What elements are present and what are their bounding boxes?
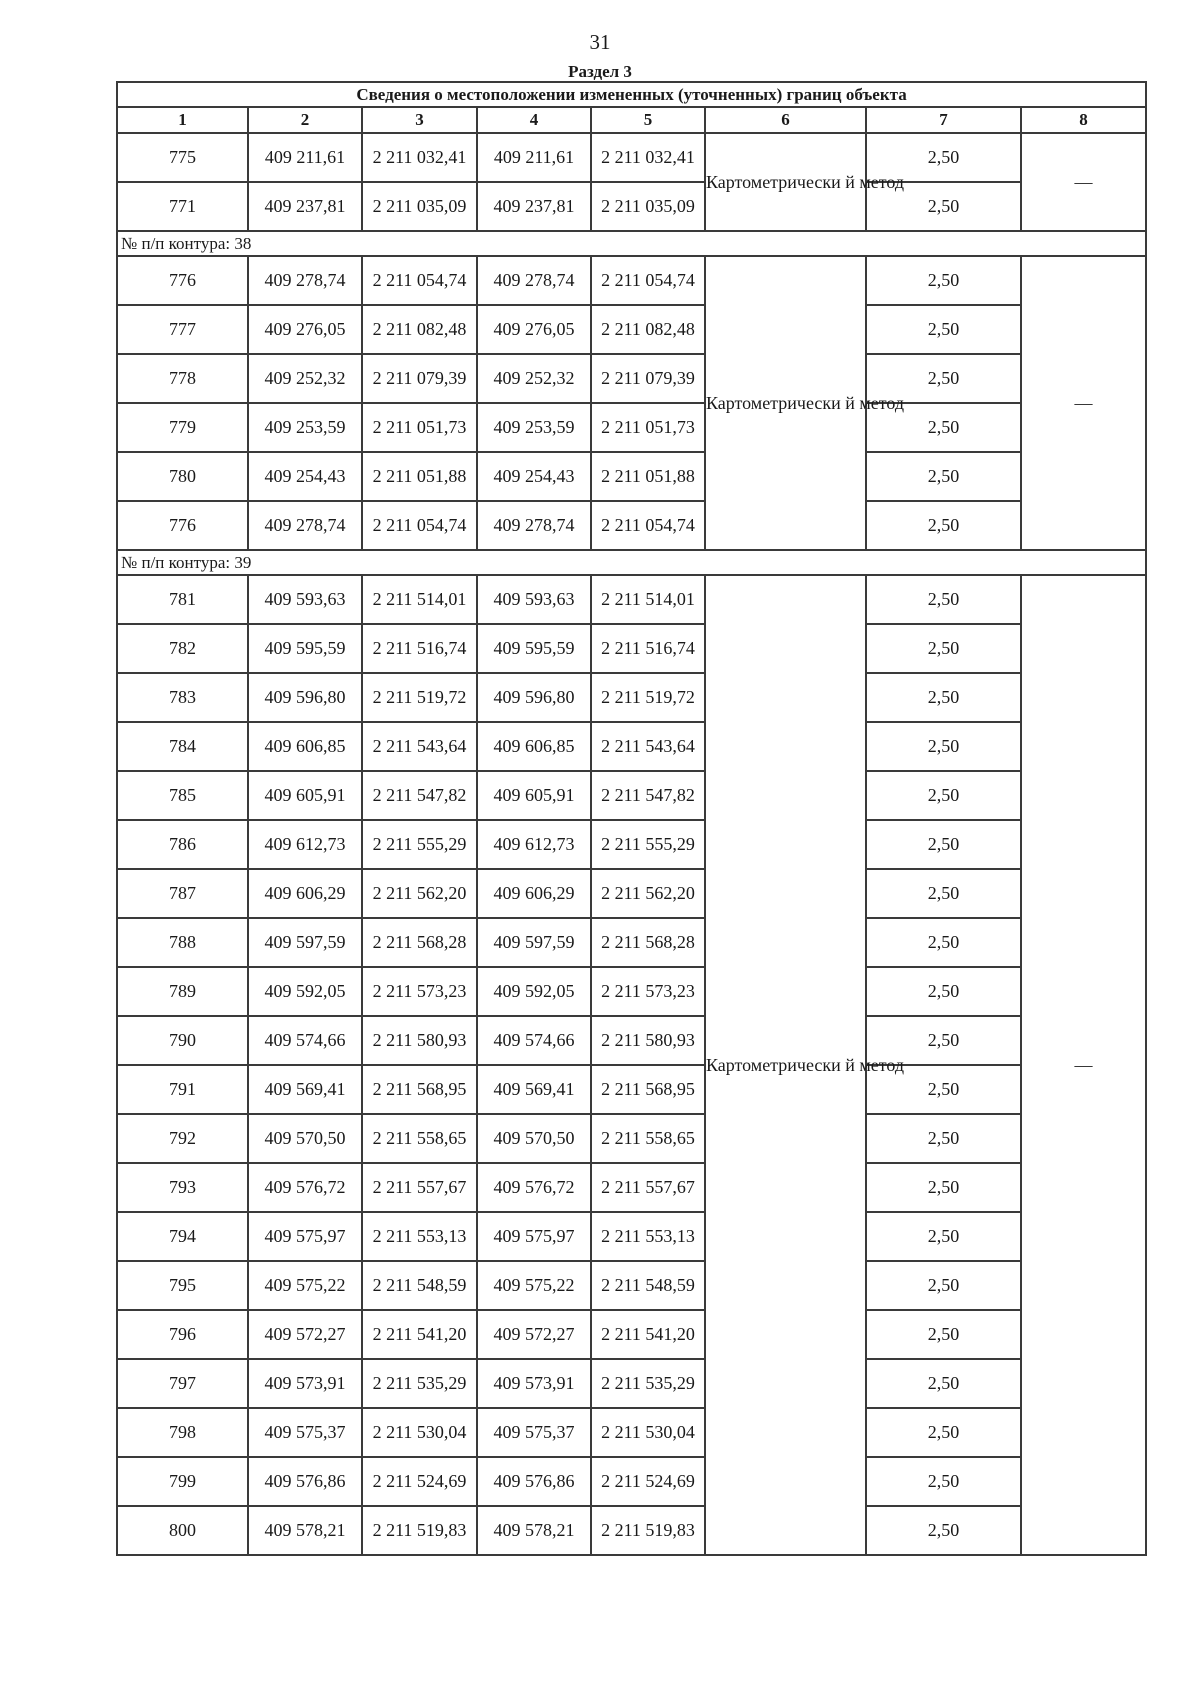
y-new-cell: 2 211 573,23: [591, 967, 705, 1016]
x-existing-cell: 409 573,91: [248, 1359, 362, 1408]
x-new-cell: 409 254,43: [477, 452, 591, 501]
x-new-cell: 409 253,59: [477, 403, 591, 452]
column-header: 5: [591, 107, 705, 133]
y-new-cell: 2 211 580,93: [591, 1016, 705, 1065]
y-existing-cell: 2 211 555,29: [362, 820, 477, 869]
accuracy-cell: 2,50: [866, 673, 1021, 722]
x-new-cell: 409 576,72: [477, 1163, 591, 1212]
x-existing-cell: 409 575,22: [248, 1261, 362, 1310]
table-row: [117, 133, 1146, 182]
column-header: 7: [866, 107, 1021, 133]
table-row: [117, 1408, 1146, 1457]
accuracy-cell: 2,50: [866, 1457, 1021, 1506]
y-existing-cell: 2 211 032,41: [362, 133, 477, 182]
y-existing-cell: 2 211 530,04: [362, 1408, 477, 1457]
table-row: [117, 1261, 1146, 1310]
x-new-cell: 409 574,66: [477, 1016, 591, 1065]
point-number-cell: 800: [117, 1506, 248, 1555]
x-existing-cell: 409 237,81: [248, 182, 362, 231]
col8-cell: —: [1021, 256, 1146, 550]
table-caption: Сведения о местоположении измененных (уточненных) границ объекта: [117, 82, 1146, 107]
x-new-cell: 409 605,91: [477, 771, 591, 820]
point-number-cell: 777: [117, 305, 248, 354]
x-new-cell: 409 575,22: [477, 1261, 591, 1310]
accuracy-cell: 2,50: [866, 722, 1021, 771]
x-new-cell: 409 576,86: [477, 1457, 591, 1506]
y-existing-cell: 2 211 519,72: [362, 673, 477, 722]
table-row: [117, 1065, 1146, 1114]
y-new-cell: 2 211 555,29: [591, 820, 705, 869]
point-number-cell: 792: [117, 1114, 248, 1163]
point-number-cell: 797: [117, 1359, 248, 1408]
method-cell: Картометрически й метод: [705, 133, 866, 231]
point-number-cell: 778: [117, 354, 248, 403]
x-new-cell: 409 570,50: [477, 1114, 591, 1163]
x-new-cell: 409 606,85: [477, 722, 591, 771]
x-existing-cell: 409 254,43: [248, 452, 362, 501]
y-new-cell: 2 211 535,29: [591, 1359, 705, 1408]
section-title: Раздел 3: [568, 62, 632, 81]
y-existing-cell: 2 211 557,67: [362, 1163, 477, 1212]
contour-label-row: [117, 550, 1146, 575]
y-new-cell: 2 211 524,69: [591, 1457, 705, 1506]
accuracy-cell: 2,50: [866, 133, 1021, 182]
accuracy-cell: 2,50: [866, 501, 1021, 550]
point-number-cell: 798: [117, 1408, 248, 1457]
point-number-cell: 795: [117, 1261, 248, 1310]
accuracy-cell: 2,50: [866, 624, 1021, 673]
table-row: [117, 575, 1146, 624]
table-row: [117, 1359, 1146, 1408]
y-existing-cell: 2 211 573,23: [362, 967, 477, 1016]
accuracy-cell: 2,50: [866, 1212, 1021, 1261]
point-number-cell: 776: [117, 256, 248, 305]
table-row: [117, 673, 1146, 722]
table-row: [117, 1310, 1146, 1359]
x-new-cell: 409 276,05: [477, 305, 591, 354]
table-row: [117, 256, 1146, 305]
accuracy-cell: 2,50: [866, 918, 1021, 967]
x-existing-cell: 409 612,73: [248, 820, 362, 869]
x-new-cell: 409 573,91: [477, 1359, 591, 1408]
y-new-cell: 2 211 557,67: [591, 1163, 705, 1212]
accuracy-cell: 2,50: [866, 1016, 1021, 1065]
x-new-cell: 409 575,37: [477, 1408, 591, 1457]
point-number-cell: 787: [117, 869, 248, 918]
y-existing-cell: 2 211 054,74: [362, 501, 477, 550]
x-existing-cell: 409 569,41: [248, 1065, 362, 1114]
accuracy-cell: 2,50: [866, 1261, 1021, 1310]
point-number-cell: 771: [117, 182, 248, 231]
y-new-cell: 2 211 547,82: [591, 771, 705, 820]
point-number-cell: 776: [117, 501, 248, 550]
x-new-cell: 409 578,21: [477, 1506, 591, 1555]
y-existing-cell: 2 211 519,83: [362, 1506, 477, 1555]
method-cell: Картометрически й метод: [705, 575, 866, 1555]
accuracy-cell: 2,50: [866, 575, 1021, 624]
x-new-cell: 409 593,63: [477, 575, 591, 624]
y-new-cell: 2 211 079,39: [591, 354, 705, 403]
y-new-cell: 2 211 519,83: [591, 1506, 705, 1555]
column-header: 3: [362, 107, 477, 133]
column-header: 8: [1021, 107, 1146, 133]
y-existing-cell: 2 211 051,88: [362, 452, 477, 501]
x-existing-cell: 409 574,66: [248, 1016, 362, 1065]
accuracy-cell: 2,50: [866, 967, 1021, 1016]
column-header-row: [117, 107, 1146, 133]
x-new-cell: 409 252,32: [477, 354, 591, 403]
column-header: 4: [477, 107, 591, 133]
x-new-cell: 409 278,74: [477, 501, 591, 550]
x-new-cell: 409 572,27: [477, 1310, 591, 1359]
table-caption-row: [117, 82, 1146, 107]
table-row: [117, 624, 1146, 673]
point-number-cell: 789: [117, 967, 248, 1016]
x-existing-cell: 409 595,59: [248, 624, 362, 673]
accuracy-cell: 2,50: [866, 305, 1021, 354]
y-new-cell: 2 211 054,74: [591, 256, 705, 305]
accuracy-cell: 2,50: [866, 1310, 1021, 1359]
x-existing-cell: 409 575,37: [248, 1408, 362, 1457]
accuracy-cell: 2,50: [866, 1408, 1021, 1457]
y-existing-cell: 2 211 541,20: [362, 1310, 477, 1359]
table-row: [117, 501, 1146, 550]
point-number-cell: 779: [117, 403, 248, 452]
point-number-cell: 782: [117, 624, 248, 673]
accuracy-cell: 2,50: [866, 1065, 1021, 1114]
col8-cell: —: [1021, 133, 1146, 231]
point-number-cell: 790: [117, 1016, 248, 1065]
y-existing-cell: 2 211 568,95: [362, 1065, 477, 1114]
x-new-cell: 409 595,59: [477, 624, 591, 673]
x-existing-cell: 409 276,05: [248, 305, 362, 354]
column-header: 1: [117, 107, 248, 133]
x-new-cell: 409 596,80: [477, 673, 591, 722]
y-existing-cell: 2 211 562,20: [362, 869, 477, 918]
x-existing-cell: 409 606,85: [248, 722, 362, 771]
table-row: [117, 918, 1146, 967]
accuracy-cell: 2,50: [866, 1163, 1021, 1212]
accuracy-cell: 2,50: [866, 1359, 1021, 1408]
x-existing-cell: 409 596,80: [248, 673, 362, 722]
y-existing-cell: 2 211 547,82: [362, 771, 477, 820]
y-new-cell: 2 211 051,88: [591, 452, 705, 501]
x-new-cell: 409 211,61: [477, 133, 591, 182]
contour-label-row: [117, 231, 1146, 256]
table-row: [117, 452, 1146, 501]
y-new-cell: 2 211 543,64: [591, 722, 705, 771]
table-row: [117, 305, 1146, 354]
y-existing-cell: 2 211 516,74: [362, 624, 477, 673]
y-existing-cell: 2 211 054,74: [362, 256, 477, 305]
x-existing-cell: 409 606,29: [248, 869, 362, 918]
y-new-cell: 2 211 568,95: [591, 1065, 705, 1114]
x-existing-cell: 409 576,72: [248, 1163, 362, 1212]
x-existing-cell: 409 572,27: [248, 1310, 362, 1359]
x-existing-cell: 409 253,59: [248, 403, 362, 452]
x-existing-cell: 409 278,74: [248, 256, 362, 305]
table-row: [117, 1114, 1146, 1163]
table-row: [117, 820, 1146, 869]
y-new-cell: 2 211 051,73: [591, 403, 705, 452]
point-number-cell: 781: [117, 575, 248, 624]
table-row: [117, 1506, 1146, 1555]
accuracy-cell: 2,50: [866, 820, 1021, 869]
accuracy-cell: 2,50: [866, 771, 1021, 820]
table-row: [117, 722, 1146, 771]
y-new-cell: 2 211 568,28: [591, 918, 705, 967]
point-number-cell: 775: [117, 133, 248, 182]
contour-label: № п/п контура: 38: [117, 231, 1146, 256]
x-new-cell: 409 237,81: [477, 182, 591, 231]
x-existing-cell: 409 576,86: [248, 1457, 362, 1506]
y-new-cell: 2 211 519,72: [591, 673, 705, 722]
point-number-cell: 786: [117, 820, 248, 869]
point-number-cell: 785: [117, 771, 248, 820]
accuracy-cell: 2,50: [866, 1506, 1021, 1555]
y-new-cell: 2 211 562,20: [591, 869, 705, 918]
point-number-cell: 794: [117, 1212, 248, 1261]
y-new-cell: 2 211 082,48: [591, 305, 705, 354]
table-row: [117, 1016, 1146, 1065]
y-new-cell: 2 211 035,09: [591, 182, 705, 231]
x-existing-cell: 409 570,50: [248, 1114, 362, 1163]
y-existing-cell: 2 211 553,13: [362, 1212, 477, 1261]
point-number-cell: 791: [117, 1065, 248, 1114]
x-existing-cell: 409 605,91: [248, 771, 362, 820]
accuracy-cell: 2,50: [866, 1114, 1021, 1163]
accuracy-cell: 2,50: [866, 452, 1021, 501]
x-existing-cell: 409 592,05: [248, 967, 362, 1016]
x-existing-cell: 409 597,59: [248, 918, 362, 967]
y-existing-cell: 2 211 035,09: [362, 182, 477, 231]
y-new-cell: 2 211 558,65: [591, 1114, 705, 1163]
y-new-cell: 2 211 516,74: [591, 624, 705, 673]
boundary-coordinates-table: [116, 81, 1147, 1556]
x-existing-cell: 409 252,32: [248, 354, 362, 403]
x-new-cell: 409 612,73: [477, 820, 591, 869]
y-new-cell: 2 211 054,74: [591, 501, 705, 550]
table-row: [117, 967, 1146, 1016]
table-row: [117, 354, 1146, 403]
y-existing-cell: 2 211 079,39: [362, 354, 477, 403]
point-number-cell: 780: [117, 452, 248, 501]
table-row: [117, 1212, 1146, 1261]
accuracy-cell: 2,50: [866, 869, 1021, 918]
point-number-cell: 793: [117, 1163, 248, 1212]
x-existing-cell: 409 593,63: [248, 575, 362, 624]
y-existing-cell: 2 211 524,69: [362, 1457, 477, 1506]
y-existing-cell: 2 211 051,73: [362, 403, 477, 452]
y-new-cell: 2 211 553,13: [591, 1212, 705, 1261]
y-new-cell: 2 211 530,04: [591, 1408, 705, 1457]
y-existing-cell: 2 211 568,28: [362, 918, 477, 967]
y-existing-cell: 2 211 535,29: [362, 1359, 477, 1408]
accuracy-cell: 2,50: [866, 256, 1021, 305]
column-header: 6: [705, 107, 866, 133]
x-new-cell: 409 597,59: [477, 918, 591, 967]
table-row: [117, 1163, 1146, 1212]
x-new-cell: 409 606,29: [477, 869, 591, 918]
y-existing-cell: 2 211 514,01: [362, 575, 477, 624]
page-number: 31: [589, 30, 611, 54]
y-new-cell: 2 211 032,41: [591, 133, 705, 182]
accuracy-cell: 2,50: [866, 354, 1021, 403]
y-existing-cell: 2 211 558,65: [362, 1114, 477, 1163]
x-new-cell: 409 278,74: [477, 256, 591, 305]
table-row: [117, 869, 1146, 918]
y-new-cell: 2 211 541,20: [591, 1310, 705, 1359]
point-number-cell: 784: [117, 722, 248, 771]
table-row: [117, 771, 1146, 820]
contour-label: № п/п контура: 39: [117, 550, 1146, 575]
x-new-cell: 409 592,05: [477, 967, 591, 1016]
x-existing-cell: 409 278,74: [248, 501, 362, 550]
col8-cell: —: [1021, 575, 1146, 1555]
accuracy-cell: 2,50: [866, 182, 1021, 231]
x-existing-cell: 409 575,97: [248, 1212, 362, 1261]
x-new-cell: 409 575,97: [477, 1212, 591, 1261]
table-row: [117, 182, 1146, 231]
point-number-cell: 783: [117, 673, 248, 722]
y-new-cell: 2 211 548,59: [591, 1261, 705, 1310]
y-existing-cell: 2 211 580,93: [362, 1016, 477, 1065]
point-number-cell: 796: [117, 1310, 248, 1359]
y-existing-cell: 2 211 543,64: [362, 722, 477, 771]
point-number-cell: 799: [117, 1457, 248, 1506]
y-new-cell: 2 211 514,01: [591, 575, 705, 624]
y-existing-cell: 2 211 082,48: [362, 305, 477, 354]
method-cell: Картометрически й метод: [705, 256, 866, 550]
table-row: [117, 403, 1146, 452]
y-existing-cell: 2 211 548,59: [362, 1261, 477, 1310]
x-existing-cell: 409 211,61: [248, 133, 362, 182]
column-header: 2: [248, 107, 362, 133]
table-row: [117, 1457, 1146, 1506]
x-new-cell: 409 569,41: [477, 1065, 591, 1114]
point-number-cell: 788: [117, 918, 248, 967]
x-existing-cell: 409 578,21: [248, 1506, 362, 1555]
accuracy-cell: 2,50: [866, 403, 1021, 452]
